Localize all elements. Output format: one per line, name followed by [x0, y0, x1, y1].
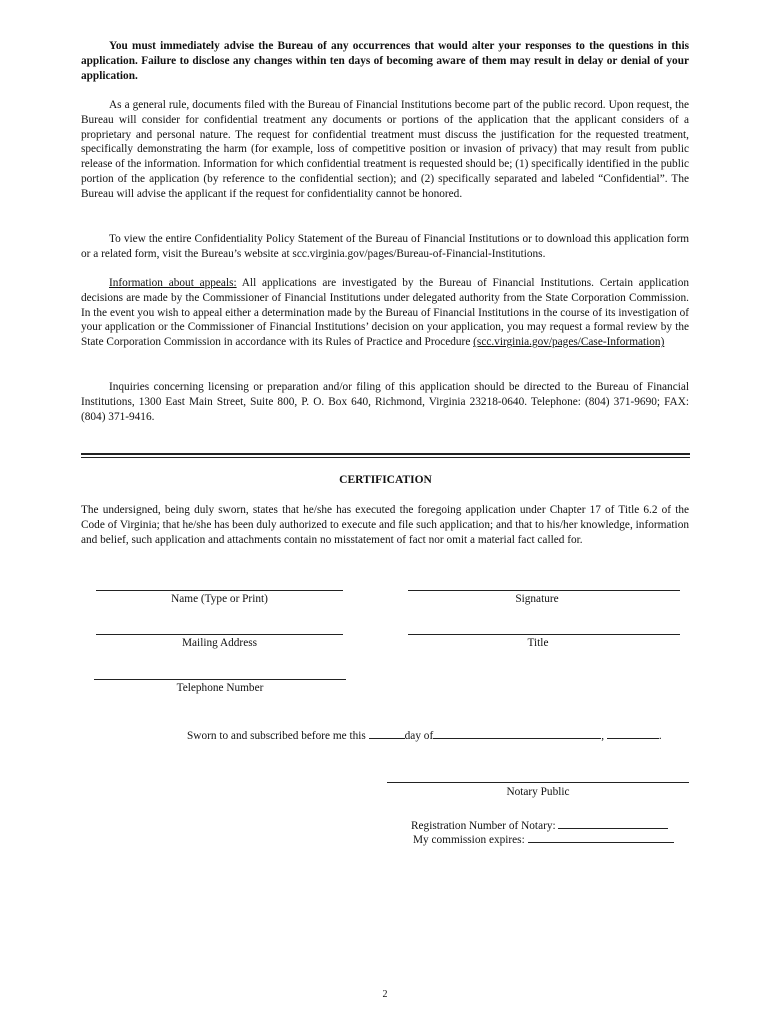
registration-number-row [411, 817, 668, 832]
telephone-line[interactable] [94, 679, 346, 680]
sworn-comma: , [601, 730, 607, 742]
mailing-address-label: Mailing Address [182, 637, 257, 649]
page-number: 2 [382, 989, 388, 1000]
case-information-link[interactable]: (scc.virginia.gov/pages/Case-Information) [473, 336, 665, 349]
name-signature-line[interactable] [96, 590, 343, 591]
disclosure-notice: You must immediately advise the Bureau of any occurrences that would alter your responses to the questions in this application. Failure to disclose any changes within ten days of becoming aware of them may result in delay or denial of your application. [81, 40, 689, 82]
notary-public-label: Notary Public [506, 786, 570, 798]
day-blank[interactable] [369, 727, 405, 739]
appeals-text: All applications are investigated by the Bureau of Financial Institutions. Certain application decisions are made by the Commissioner of Financial Institutions under delegated authority from the State Corporation Commission. In the event you wish to appeal either a determination made by the Bureau of Financial Institutions in the course of its investigation of your application or the Commissioner of Financial Institutions’ decision on your application, you may request a formal review by the State Corporation Commission in accordance with its Rules of Practice and Procedure [81, 277, 689, 349]
year-blank[interactable] [607, 727, 659, 739]
sworn-prefix: Sworn to and subscribed before me this [187, 730, 369, 742]
inquiries-paragraph: Inquiries concerning licensing or preparation and/or filing of this application should be directed to the Bureau of Financial Institutions, 1300 East Main Street, Suite 800, P. O. Box 640, Richmond, Virginia 23218-0640. Telephone: (804) 371-9690; FAX: (804) 371-9416. [81, 381, 689, 423]
section-divider-thin [81, 457, 690, 458]
title-line[interactable] [408, 634, 680, 635]
title-label: Title [527, 637, 549, 649]
section-divider-thick [81, 453, 690, 455]
telephone-label: Telephone Number [176, 682, 264, 694]
commission-expires-blank[interactable] [528, 831, 674, 843]
sworn-statement [187, 727, 662, 742]
commission-expires-label: My commission expires: [413, 834, 528, 846]
commission-expires-row [413, 831, 674, 846]
notary-signature-line[interactable] [387, 782, 689, 783]
mailing-address-line[interactable] [96, 634, 343, 635]
certification-heading: CERTIFICATION [339, 474, 432, 486]
confidentiality-paragraph: As a general rule, documents filed with the Bureau of Financial Institutions become part of the public record. Upon request, the Bureau will consider for confidential treatment any documents or portions of the application that the applicant considers of a proprietary and personal nature. The request for confidential treatment must discuss the justification for the requested treatment, specifically demonstrating the harm (for example, loss of competitive position or invasion of privacy) that may result from public release of the information. Information for which confidential treatment is requested should be; (1) specifically identified in the public portion of the application (by reference to the confidential section); and (2) specifically separated and labeled “Confidential”. The Bureau will advise the applicant if the request for confidentiality cannot be honored. [81, 99, 689, 200]
certification-paragraph: The undersigned, being duly sworn, states that he/she has executed the foregoing application under Chapter 17 of Title 6.2 of the Code of Virginia; that he/she has been duly authorized to execute and file such application; and that to his/her knowledge, information and belief, such application and attachments contain no misstatement of fact nor omit a material fact called for. [81, 504, 689, 546]
signature-label: Signature [515, 593, 559, 605]
month-blank[interactable] [433, 727, 601, 739]
name-label: Name (Type or Print) [171, 593, 268, 605]
policy-paragraph: To view the entire Confidentiality Policy Statement of the Bureau of Financial Institutions or to download this application form or a related form, visit the Bureau’s website at scc.virginia.gov/pages/Bureau-of-Financial-Institutions. [81, 233, 689, 260]
signature-line[interactable] [408, 590, 680, 591]
registration-number-blank[interactable] [558, 817, 668, 829]
sworn-period: . [658, 730, 662, 742]
registration-number-label: Registration Number of Notary: [411, 820, 559, 832]
appeals-paragraph [81, 276, 689, 350]
sworn-day-of: day of [404, 730, 434, 742]
appeals-label: Information about appeals: [109, 277, 237, 289]
